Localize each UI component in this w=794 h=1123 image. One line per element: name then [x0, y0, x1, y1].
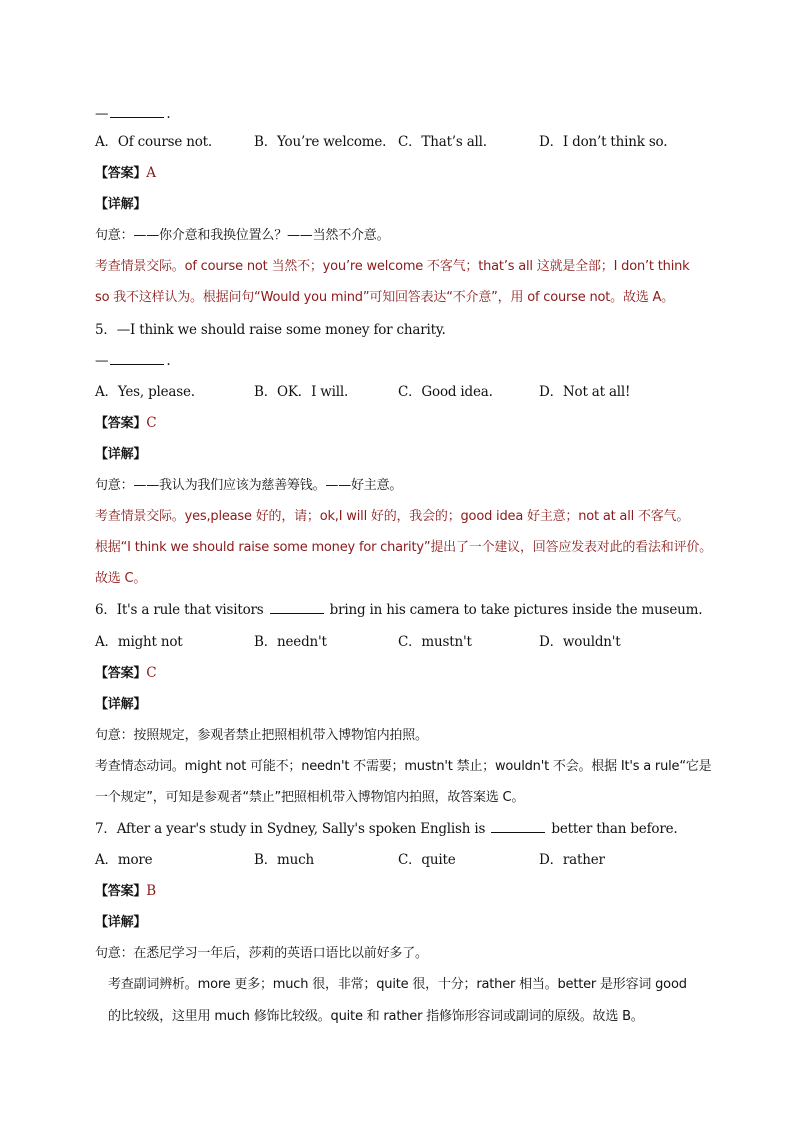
q6-explain-1: 考查情态动词。might not 可能不；needn't 不需要；mustn't 禁止；wouldn't 不会。根据 It's a rule“它是	[95, 759, 712, 774]
q4-option-a: A．Of course not.	[95, 134, 212, 150]
dash: —	[95, 353, 109, 369]
q7-explain-1: 考查副词辨析。more 更多；much 很，非常；quite 很，十分；rather 相当。better 是形容词 good	[108, 977, 687, 992]
q4-explain-2: so 我不这样认为。根据问句“Would you mind”可知回答表达“不介意”，用 of course not。故选 A。	[95, 290, 674, 305]
q6-explain-2: 一个规定”，可知是参观者“禁止”把照相机带入博物馆内拍照，故答案选 C。	[95, 790, 525, 805]
dash: —	[95, 106, 109, 122]
q7-detail-label: 【详解】	[95, 915, 147, 930]
q4-answer: 【答案】A	[95, 165, 156, 181]
q6-stem: 6．It's a rule that visitors bring in his camera to take pictures inside the museum.	[95, 602, 703, 618]
q7-option-d: D．rather	[539, 852, 605, 868]
q4-meaning: 句意：——你介意和我换位置么？——当然不介意。	[95, 228, 390, 243]
q6-option-d: D．wouldn't	[539, 634, 621, 650]
q5-option-b: B．OK．I will.	[254, 384, 349, 400]
q6-meaning: 句意：按照规定，参观者禁止把照相机带入博物馆内拍照。	[95, 728, 428, 743]
q7-meaning: 句意：在悉尼学习一年后，莎莉的英语口语比以前好多了。	[95, 946, 428, 961]
q5-explain-3: 故选 C。	[95, 571, 147, 586]
q5-answer-line: — .	[95, 353, 171, 369]
q7-option-b: B．much	[254, 852, 314, 868]
q4-option-c: C．That’s all.	[398, 134, 487, 150]
q4-detail-label: 【详解】	[95, 197, 147, 212]
q4-answer-line: — .	[95, 106, 171, 122]
q7-explain-2: 的比较级，这里用 much 修饰比较级。quite 和 rather 指修饰形容词或副词的原级。故选 B。	[108, 1009, 644, 1024]
q5-answer: 【答案】C	[95, 415, 157, 431]
answer-blank	[491, 820, 545, 833]
q6-detail-label: 【详解】	[95, 697, 147, 712]
q7-option-a: A．more	[95, 852, 153, 868]
q4-option-b: B．You’re welcome.	[254, 134, 387, 150]
q5-meaning: 句意：——我认为我们应该为慈善筹钱。——好主意。	[95, 478, 403, 493]
q5-detail-label: 【详解】	[95, 447, 147, 462]
q7-stem: 7．After a year's study in Sydney, Sally's spoken English is better than before.	[95, 821, 678, 837]
q7-option-c: C．quite	[398, 852, 456, 868]
q4-option-d: D．I don’t think so.	[539, 134, 668, 150]
answer-blank	[270, 601, 324, 614]
q5-option-a: A．Yes, please.	[95, 384, 195, 400]
q6-option-b: B．needn't	[254, 634, 327, 650]
q5-explain-2: 根据“I think we should raise some money for charity”提出了一个建议，回答应发表对此的看法和评价。	[95, 540, 712, 555]
q5-option-c: C．Good idea.	[398, 384, 493, 400]
q5-explain-1: 考查情景交际。yes,please 好的，请；ok,I will 好的，我会的；good idea 好主意；not at all 不客气。	[95, 509, 690, 524]
q6-answer: 【答案】C	[95, 665, 157, 681]
answer-blank	[110, 352, 164, 365]
q5-option-d: D．Not at all!	[539, 384, 631, 400]
q6-option-c: C．mustn't	[398, 634, 472, 650]
q7-answer: 【答案】B	[95, 883, 156, 899]
q5-stem: 5．—I think we should raise some money for charity.	[95, 322, 446, 338]
q6-option-a: A．might not	[95, 634, 183, 650]
answer-blank	[110, 105, 164, 118]
q4-explain-1: 考查情景交际。of course not 当然不；you’re welcome 不客气；that’s all 这就是全部；I don’t think	[95, 259, 690, 274]
